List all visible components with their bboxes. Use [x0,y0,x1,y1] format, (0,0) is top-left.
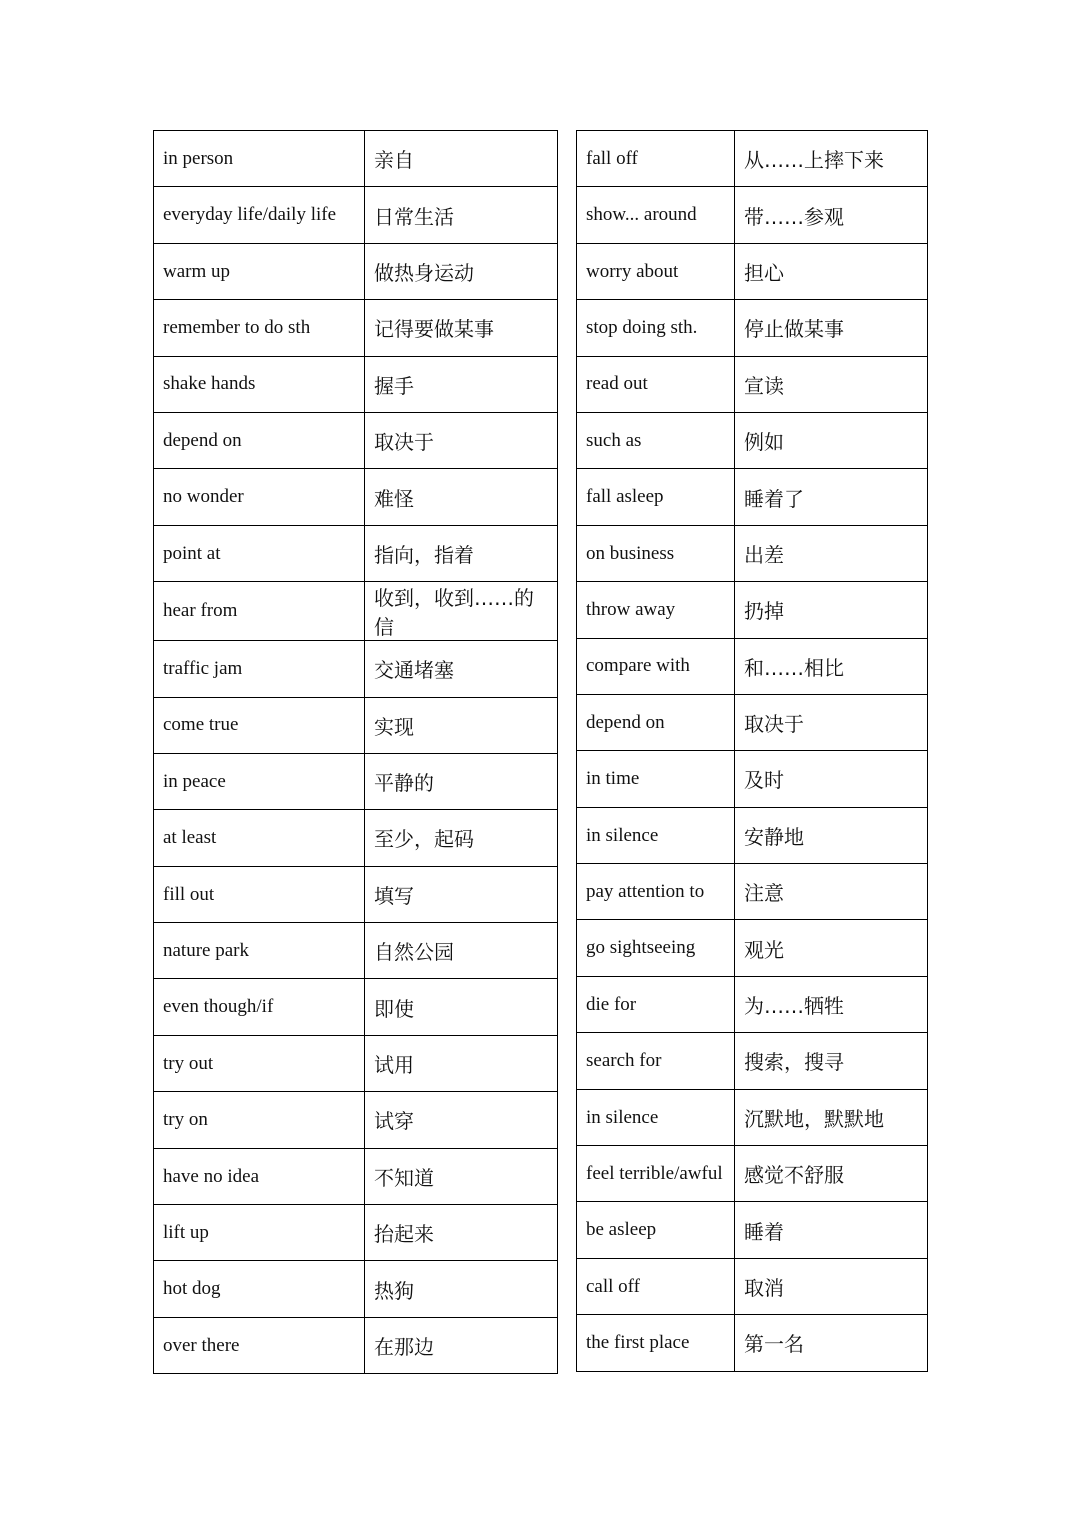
table-row [154,1205,558,1261]
chinese-meaning: 平静的 [365,753,558,809]
table-row [154,979,558,1035]
english-phrase: traffic jam [154,641,365,697]
english-phrase: even though/if [154,979,365,1035]
table-row [577,1089,928,1145]
chinese-meaning: 从……上摔下来 [735,131,928,187]
english-phrase: go sightseeing [577,920,735,976]
chinese-meaning: 收到，收到……的信 [365,582,558,641]
english-phrase: in time [577,751,735,807]
english-phrase: depend on [577,694,735,750]
english-phrase: point at [154,525,365,581]
chinese-meaning: 日常生活 [365,187,558,243]
table-row [154,300,558,356]
chinese-meaning: 及时 [735,751,928,807]
english-phrase: hear from [154,582,365,641]
english-phrase: call off [577,1258,735,1314]
chinese-meaning: 做热身运动 [365,243,558,299]
table-row [154,810,558,866]
english-phrase: shake hands [154,356,365,412]
chinese-meaning: 取决于 [735,694,928,750]
table-row [577,751,928,807]
english-phrase: throw away [577,582,735,638]
chinese-meaning: 填写 [365,866,558,922]
chinese-meaning: 第一名 [735,1315,928,1371]
english-phrase: remember to do sth [154,300,365,356]
table-row [154,923,558,979]
chinese-meaning: 取决于 [365,412,558,468]
table-row [577,1258,928,1314]
chinese-meaning: 抬起来 [365,1205,558,1261]
table-row [577,582,928,638]
chinese-meaning: 握手 [365,356,558,412]
table-row [154,469,558,525]
english-phrase: worry about [577,243,735,299]
chinese-meaning: 带……参观 [735,187,928,243]
chinese-meaning: 交通堵塞 [365,641,558,697]
table-row [154,131,558,187]
chinese-meaning: 不知道 [365,1148,558,1204]
table-row [577,356,928,412]
chinese-meaning: 睡着 [735,1202,928,1258]
table-row [154,697,558,753]
english-phrase: fill out [154,866,365,922]
chinese-meaning: 睡着了 [735,469,928,525]
english-phrase: such as [577,412,735,468]
table-row [577,1146,928,1202]
chinese-meaning: 试用 [365,1035,558,1091]
table-row [154,1148,558,1204]
english-phrase: in silence [577,807,735,863]
chinese-meaning: 担心 [735,243,928,299]
table-row [154,525,558,581]
table-row [154,243,558,299]
table-row [577,807,928,863]
table-row [577,243,928,299]
chinese-meaning: 为……牺牲 [735,976,928,1032]
chinese-meaning: 扔掉 [735,582,928,638]
english-phrase: have no idea [154,1148,365,1204]
table-row [577,1033,928,1089]
chinese-meaning: 出差 [735,525,928,581]
chinese-meaning: 取消 [735,1258,928,1314]
chinese-meaning: 实现 [365,697,558,753]
chinese-meaning: 注意 [735,864,928,920]
english-phrase: be asleep [577,1202,735,1258]
english-phrase: at least [154,810,365,866]
english-phrase: compare with [577,638,735,694]
chinese-meaning: 难怪 [365,469,558,525]
table-row [577,976,928,1032]
table-row [577,1315,928,1371]
english-phrase: nature park [154,923,365,979]
chinese-meaning: 自然公园 [365,923,558,979]
english-phrase: feel terrible/awful [577,1146,735,1202]
table-row [154,356,558,412]
english-phrase: over there [154,1317,365,1373]
table-row [577,300,928,356]
chinese-meaning: 感觉不舒服 [735,1146,928,1202]
chinese-meaning: 记得要做某事 [365,300,558,356]
chinese-meaning: 安静地 [735,807,928,863]
english-phrase: fall off [577,131,735,187]
table-row [154,866,558,922]
english-phrase: depend on [154,412,365,468]
vocab-table-right [576,130,928,1372]
table-row [154,1035,558,1091]
table-row [577,187,928,243]
english-phrase: stop doing sth. [577,300,735,356]
chinese-meaning: 指向，指着 [365,525,558,581]
chinese-meaning: 和……相比 [735,638,928,694]
table-row [577,638,928,694]
table-row [154,187,558,243]
english-phrase: in silence [577,1089,735,1145]
table-row [154,641,558,697]
chinese-meaning: 沉默地，默默地 [735,1089,928,1145]
chinese-meaning: 搜索，搜寻 [735,1033,928,1089]
table-row [577,412,928,468]
vocab-table-left [153,130,558,1374]
chinese-meaning: 例如 [735,412,928,468]
table-row [154,412,558,468]
english-phrase: on business [577,525,735,581]
english-phrase: hot dog [154,1261,365,1317]
english-phrase: read out [577,356,735,412]
table-row [577,1202,928,1258]
chinese-meaning: 亲自 [365,131,558,187]
table-row [577,525,928,581]
vocab-table-right-body [577,131,928,1372]
english-phrase: pay attention to [577,864,735,920]
chinese-meaning: 观光 [735,920,928,976]
chinese-meaning: 热狗 [365,1261,558,1317]
chinese-meaning: 在那边 [365,1317,558,1373]
english-phrase: die for [577,976,735,1032]
chinese-meaning: 宣读 [735,356,928,412]
english-phrase: try out [154,1035,365,1091]
english-phrase: show... around [577,187,735,243]
english-phrase: try on [154,1092,365,1148]
table-row [577,131,928,187]
table-row [577,469,928,525]
english-phrase: in peace [154,753,365,809]
english-phrase: in person [154,131,365,187]
table-row [154,582,558,641]
table-row [154,753,558,809]
english-phrase: the first place [577,1315,735,1371]
vocab-table-left-body [154,131,558,1374]
english-phrase: lift up [154,1205,365,1261]
table-row [577,694,928,750]
chinese-meaning: 试穿 [365,1092,558,1148]
english-phrase: no wonder [154,469,365,525]
english-phrase: everyday life/daily life [154,187,365,243]
table-row [154,1317,558,1373]
table-row [577,920,928,976]
english-phrase: come true [154,697,365,753]
chinese-meaning: 至少，起码 [365,810,558,866]
table-row [577,864,928,920]
english-phrase: warm up [154,243,365,299]
chinese-meaning: 即使 [365,979,558,1035]
table-row [154,1261,558,1317]
chinese-meaning: 停止做某事 [735,300,928,356]
english-phrase: search for [577,1033,735,1089]
english-phrase: fall asleep [577,469,735,525]
table-row [154,1092,558,1148]
